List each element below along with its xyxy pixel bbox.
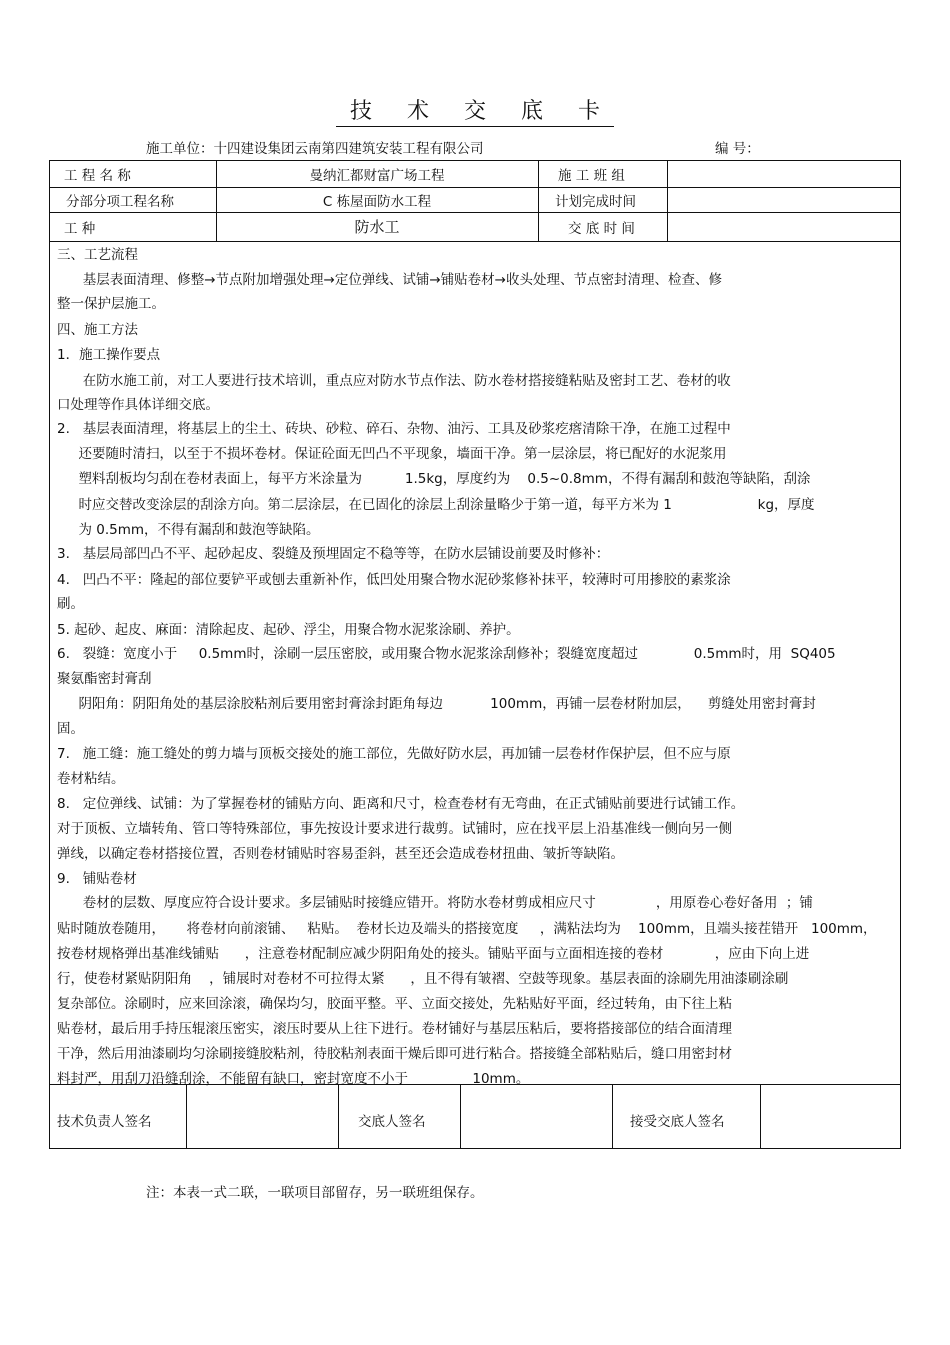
row-divider bbox=[50, 241, 901, 242]
row-divider bbox=[50, 212, 901, 213]
col-divider bbox=[538, 161, 539, 241]
receiver-signature-label: 接受交底人签名 bbox=[630, 1114, 725, 1130]
text-line: 按卷材规格弹出基准线铺贴 ，注意卷材配制应减少阴阳角处的接头。铺贴平面与立面相连接的卷材 ，应由下向上进 bbox=[57, 946, 810, 962]
page-title: 技 术 交 底 卡 bbox=[0, 94, 950, 125]
text-line: 2. 基层表面清理，将基层上的尘土、砖块、砂粒、碎石、杂物、油污、工具及砂浆疙瘩清除干净，在施工过程中 bbox=[57, 421, 731, 437]
trade-label: 工 种 bbox=[64, 221, 96, 237]
text-line: 5. 起砂、起皮、麻面：清除起皮、起砂、浮尘，用聚合物水泥浆涂刷、养护。 bbox=[57, 622, 520, 638]
text-line: 干净，然后用油漆刷均匀涂刷接缝胶粘剂，待胶粘剂表面干燥后即可进行粘合。搭接缝全部粘贴后，缝口用密封材 bbox=[57, 1046, 732, 1062]
col-divider bbox=[612, 1084, 613, 1148]
col-divider bbox=[460, 1084, 461, 1148]
col-divider bbox=[760, 1084, 761, 1148]
text-line: 为 0.5mm，不得有漏刮和鼓泡等缺陷。 bbox=[57, 522, 320, 538]
footnote: 注：本表一式二联，一联项目部留存，另一联班组保存。 bbox=[146, 1185, 484, 1201]
col-divider bbox=[667, 161, 668, 241]
team-label: 施 工 班 组 bbox=[558, 168, 625, 184]
text-line: 行，使卷材紧贴阴阳角 ，铺展时对卷材不可拉得太紧 ，且不得有皱褶、空鼓等现象。基层表面的涂刷先用油漆刷涂刷 bbox=[57, 971, 789, 987]
subpart-label: 分部分项工程名称 bbox=[66, 194, 174, 210]
text-line: 6. 裂缝：宽度小于 0.5mm时，涂刷一层压密胶，或用聚合物水泥浆涂刮修补；裂缝宽度超过 0.5mm时，用 SQ405 bbox=[57, 646, 836, 662]
project-name-label: 工 程 名 称 bbox=[64, 168, 131, 184]
tech-lead-signature-label: 技术负责人签名 bbox=[57, 1114, 152, 1130]
text-line: 口处理等作具体详细交底。 bbox=[57, 397, 219, 413]
text-line: 3. 基层局部凹凸不平、起砂起皮、裂缝及预埋固定不稳等等，在防水层铺设前要及时修补： bbox=[57, 546, 610, 562]
text-line: 1．施工操作要点 bbox=[57, 347, 161, 363]
text-line: 卷材的层数、厚度应符合设计要求。多层铺贴时接缝应错开。将防水卷材剪成相应尺寸 ，用原卷心卷好备用 ；铺 bbox=[57, 895, 813, 911]
text-line: 贴卷材，最后用手持压辊滚压密实，滚压时要从上往下进行。卷材铺好与基层压粘后，要将搭接部位的结合面清理 bbox=[57, 1021, 732, 1037]
text-line: 料封严，用刮刀沿缝刮涂，不能留有缺口，密封宽度不小于 10mm。 bbox=[57, 1071, 530, 1087]
text-line: 8. 定位弹线、试铺：为了掌握卷材的铺贴方向、距离和尺寸，检查卷材有无弯曲，在正式铺贴前要进行试铺工作。 bbox=[57, 796, 745, 812]
plan-time-label: 计划完成时间 bbox=[555, 194, 636, 210]
serial-number-label: 编 号： bbox=[715, 141, 760, 157]
text-line: 对于顶板、立墙转角、管口等特殊部位，事先按设计要求进行裁剪。试铺时，应在找平层上沿基准线一侧向另一侧 bbox=[57, 821, 732, 837]
text-line: 复杂部位。涂刷时，应来回涂滚，确保均匀，胶面平整。平、立面交接处，先粘贴好平面，经过转角，由下往上粘 bbox=[57, 996, 732, 1012]
text-line: 时应交替改变涂层的刮涂方向。第二层涂层，在已固化的涂层上刮涂量略少于第一道，每平方米为 1 kg，厚度 bbox=[57, 497, 815, 513]
text-line: 还要随时清扫，以至于不损坏卷材。保证砼面无凹凸不平现象，墙面干净。第一层涂层，将已配好的水泥浆用 bbox=[57, 446, 727, 462]
construction-unit: 施工单位：十四建设集团云南第四建筑安装工程有限公司 bbox=[146, 141, 484, 157]
project-name-value: 曼纳汇都财富广场工程 bbox=[309, 168, 445, 184]
discloser-signature-label: 交底人签名 bbox=[358, 1114, 426, 1130]
row-divider bbox=[50, 187, 901, 188]
text-line: 在防水施工前，对工人要进行技术培训，重点应对防水节点作法、防水卷材搭接缝粘贴及密封工艺、卷材的收 bbox=[57, 373, 731, 389]
text-line: 卷材粘结。 bbox=[57, 771, 125, 787]
text-line: 贴时随放卷随用， 将卷材向前滚铺、 粘贴。 卷材长边及端头的搭接宽度 ，满粘法均为 100mm，且端头接茬错开 100mm， bbox=[57, 921, 877, 937]
text-line: 基层表面清理、修整→节点附加增强处理→定位弹线、试铺→铺贴卷材→收头处理、节点密封清理、检查、修 bbox=[57, 272, 722, 288]
text-line: 阴阳角：阴阳角处的基层涂胶粘剂后要用密封膏涂封距角每边 100mm，再铺一层卷材附加层， 剪缝处用密封膏封 bbox=[57, 696, 816, 712]
text-line: 整一保护层施工。 bbox=[57, 296, 165, 312]
text-line: 四、施工方法 bbox=[57, 322, 138, 338]
col-divider bbox=[338, 1084, 339, 1148]
text-line: 7. 施工缝：施工缝处的剪力墙与顶板交接处的施工部位，先做好防水层，再加铺一层卷材作保护层，但不应与原 bbox=[57, 746, 731, 762]
trade-value: 防水工 bbox=[354, 218, 400, 236]
text-line: 固。 bbox=[57, 721, 84, 737]
text-line: 三、工艺流程 bbox=[57, 247, 138, 263]
text-line: 聚氨酯密封膏刮 bbox=[57, 671, 152, 687]
subpart-value: C 栋屋面防水工程 bbox=[322, 194, 432, 210]
text-line: 刷。 bbox=[57, 596, 84, 612]
text-line: 弹线，以确定卷材搭接位置，否则卷材铺贴时容易歪斜，甚至还会造成卷材扭曲、皱折等缺陷。 bbox=[57, 846, 624, 862]
text-line: 9. 铺贴卷材 bbox=[57, 871, 137, 887]
text-line: 塑料刮板均匀刮在卷材表面上，每平方米涂量为 1.5kg，厚度约为 0.5~0.8mm，不得有漏刮和鼓泡等缺陷，刮涂 bbox=[57, 471, 811, 487]
disclosure-date-label: 交 底 时 间 bbox=[568, 221, 635, 237]
col-divider bbox=[186, 1084, 187, 1148]
text-line: 4. 凹凸不平：隆起的部位要铲平或刨去重新补作，低凹处用聚合物水泥砂浆修补抹平，较薄时可用掺胶的素浆涂 bbox=[57, 572, 731, 588]
